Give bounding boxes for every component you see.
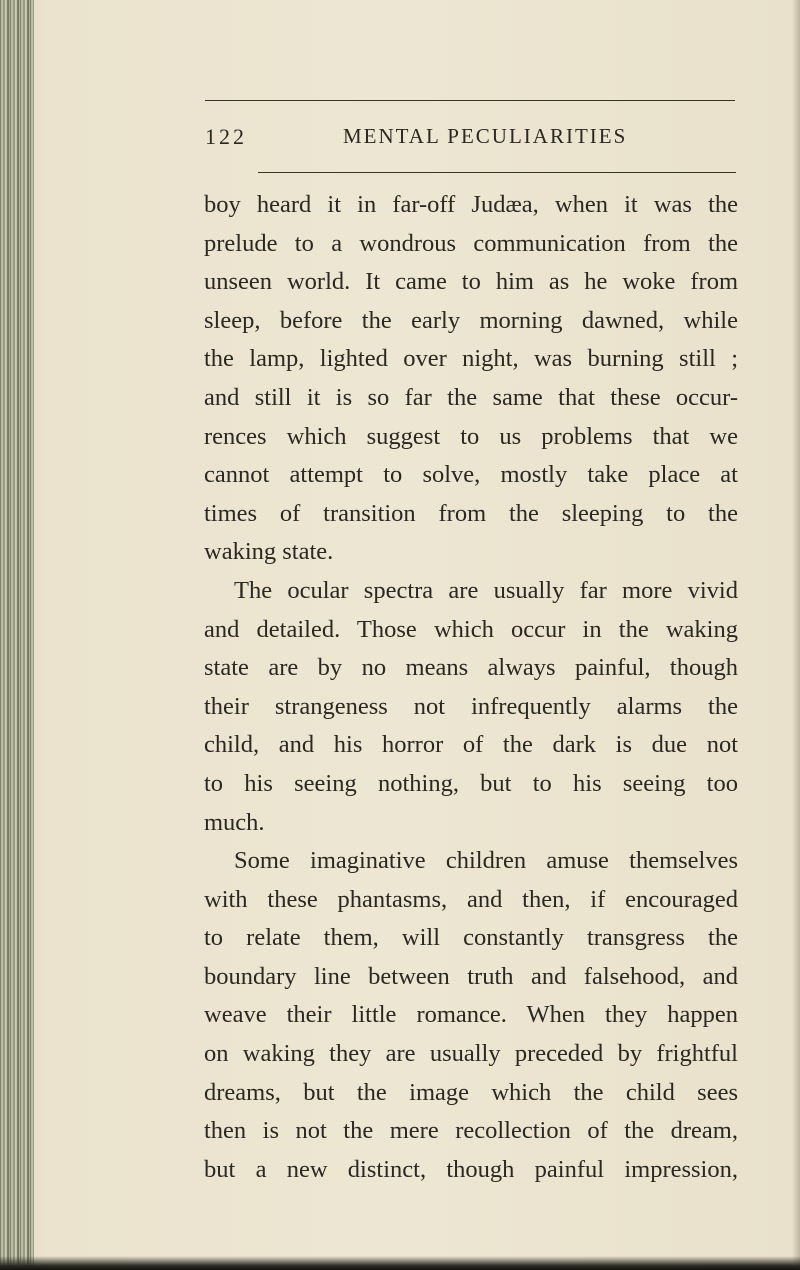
text-line: boundary line between truth and falsehood, and [204, 962, 738, 990]
text-line: the lamp, lighted over night, was burning still ; [204, 345, 738, 373]
text-line: state are by no means always painful, though [204, 654, 738, 682]
body-text [204, 186, 738, 1189]
text-line: then is not the mere recollection of the dream, [204, 1117, 738, 1145]
text-line: with these phantasms, and then, if encouraged [204, 885, 738, 913]
text-line: weave their little romance. When they happen [204, 1001, 738, 1029]
text-line: unseen world. It came to him as he woke from [204, 268, 738, 296]
page-number: 122 [205, 124, 247, 149]
text-line: and detailed. Those which occur in the waking [204, 615, 738, 643]
text-line: sleep, before the early morning dawned, while [204, 306, 738, 334]
text-line: cannot attempt to solve, mostly take place at [204, 461, 738, 489]
paragraph-start-line: Some imaginative children amuse themselves [234, 847, 738, 875]
text-line: child, and his horror of the dark is due not [204, 731, 738, 759]
paragraph-start-line: The ocular spectra are usually far more vivid [234, 576, 738, 604]
text-line: to his seeing nothing, but to his seeing too [204, 769, 738, 797]
text-line: on waking they are usually preceded by frightful [204, 1040, 738, 1068]
text-line: but a new distinct, though painful impression, [204, 1155, 738, 1183]
page-edge-shadow [792, 0, 800, 1270]
text-line: to relate them, will constantly transgress the [204, 924, 738, 952]
header-rule-bottom [258, 172, 736, 173]
text-line: rences which suggest to us problems that we [204, 422, 738, 450]
text-line: their strangeness not infrequently alarms the [204, 692, 738, 720]
header-rule-top [205, 100, 735, 101]
text-line: boy heard it in far-off Judæa, when it was the [204, 191, 738, 218]
book-spine [0, 0, 34, 1270]
text-line: prelude to a wondrous communication from the [204, 229, 738, 257]
text-line: times of transition from the sleeping to the [204, 499, 738, 527]
running-head [205, 124, 735, 154]
text-line: waking state. [204, 538, 334, 566]
page-bottom-edge [0, 1256, 800, 1270]
text-line: much. [204, 808, 265, 836]
running-title: MENTAL PECULIARITIES [343, 124, 628, 148]
text-line: dreams, but the image which the child sees [204, 1078, 738, 1106]
text-line: and still it is so far the same that these occur- [204, 383, 738, 411]
